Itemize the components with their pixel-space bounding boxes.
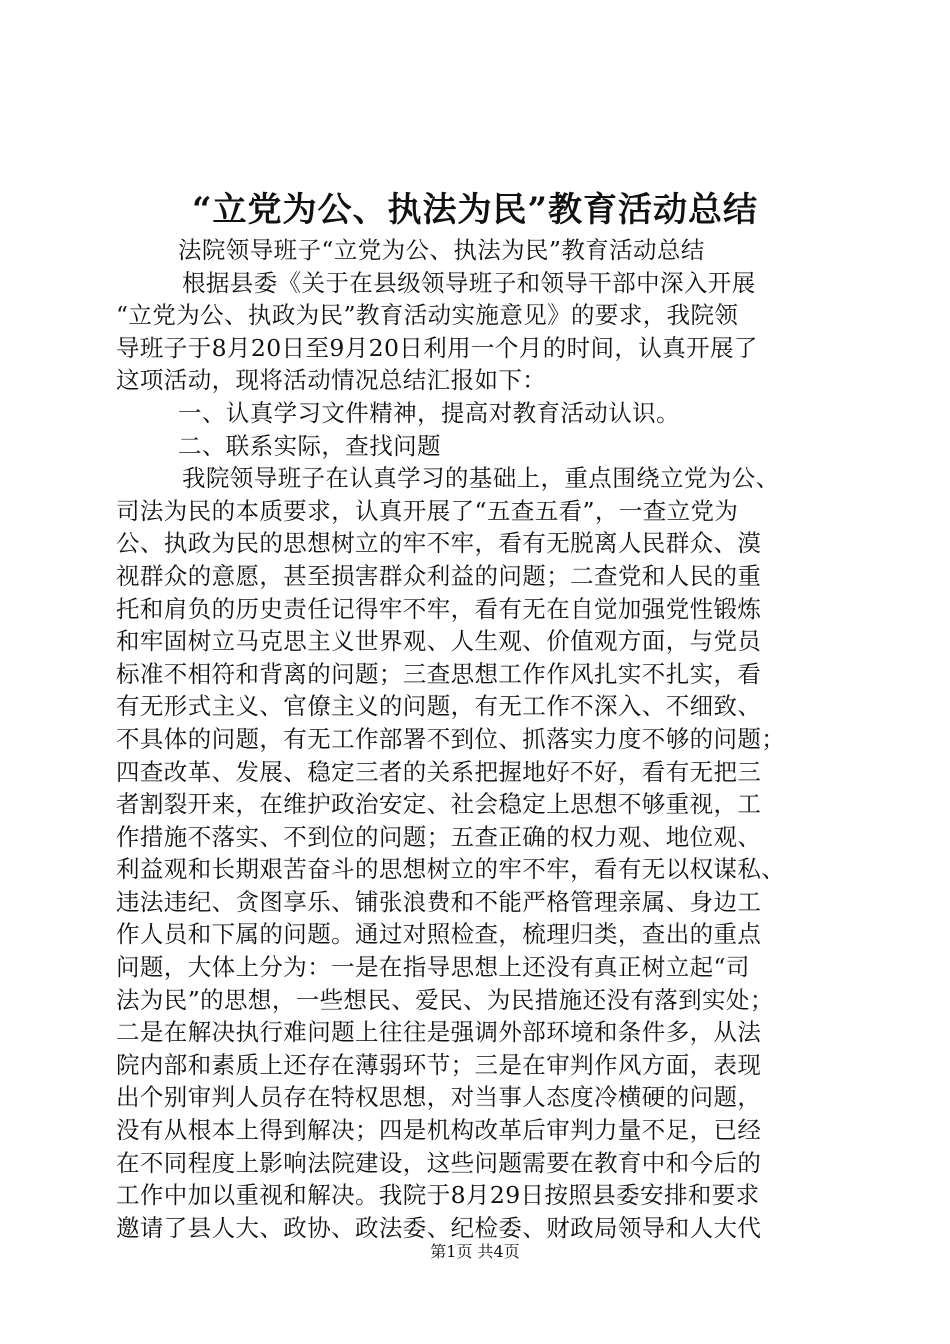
paragraph-line: 和牢固树立马克思主义世界观、人生观、价值观方面，与党员 — [116, 627, 762, 656]
page-number-footer: 第1页 共4页 — [430, 1242, 520, 1261]
paragraph-line: 导班子于8月20日至9月20日利用一个月的时间，认真开展了 — [116, 333, 758, 362]
paragraph-line: 这项活动，现将活动情况总结汇报如下： — [116, 366, 547, 395]
paragraph-line: 利益观和长期艰苦奋斗的思想树立的牢不牢，看有无以权谋私、 — [116, 855, 786, 884]
section-heading: 一、认真学习文件精神，提高对教育活动认识。 — [178, 398, 680, 427]
paragraph-line: 法为民”的思想，一些想民、爱民、为民措施还没有落到实处； — [116, 985, 774, 1014]
section-heading: 二、联系实际，查找问题 — [178, 431, 441, 460]
paragraph-line: 根据县委《关于在县级领导班子和领导干部中深入开展 — [182, 268, 756, 297]
paragraph-line: 有无形式主义、官僚主义的问题，有无工作不深入、不细致、 — [116, 692, 762, 721]
paragraph-line: 邀请了县人大、政协、政法委、纪检委、财政局领导和人大代 — [116, 1213, 762, 1242]
paragraph-line: 没有从根本上得到解决；四是机构改革后审判力量不足，已经 — [116, 1116, 762, 1145]
paragraph-line: 我院领导班子在认真学习的基础上，重点围绕立党为公、 — [182, 464, 780, 493]
paragraph-line: 工作中加以重视和解决。我院于8月29日按照县委安排和要求 — [116, 1181, 760, 1210]
paragraph-line: “立党为公、执政为民”教育活动实施意见》的要求，我院领 — [116, 301, 739, 330]
paragraph-line: 不具体的问题，有无工作部署不到位、抓落实力度不够的问题； — [116, 724, 786, 753]
paragraph-line: 作人员和下属的问题。通过对照检查，梳理归类，查出的重点 — [116, 920, 762, 949]
paragraph-line: 院内部和素质上还存在薄弱环节；三是在审判作风方面，表现 — [116, 1050, 762, 1079]
paragraph-line: 司法为民的本质要求，认真开展了“五查五看”，一查立党为 — [116, 496, 739, 525]
paragraph-line: 标准不相符和背离的问题；三查思想工作作风扎实不扎实，看 — [116, 659, 762, 688]
paragraph-line: 出个别审判人员存在特权思想，对当事人态度冷横硬的问题， — [116, 1083, 762, 1112]
paragraph-line: 者割裂开来，在维护政治安定、社会稳定上思想不够重视，工 — [116, 790, 762, 819]
paragraph-line: 作措施不落实、不到位的问题；五查正确的权力观、地位观、 — [116, 822, 762, 851]
paragraph-line: 在不同程度上影响法院建设，这些问题需要在教育中和今后的 — [116, 1148, 762, 1177]
document-title: “立党为公、执法为民”教育活动总结 — [191, 190, 759, 230]
paragraph-line: 视群众的意愿，甚至损害群众利益的问题；二查党和人民的重 — [116, 561, 762, 590]
subtitle-line: 法院领导班子“立党为公、执法为民”教育活动总结 — [178, 236, 705, 264]
paragraph-line: 公、执政为民的思想树立的牢不牢，看有无脱离人民群众、漠 — [116, 529, 762, 558]
paragraph-line: 违法违纪、贪图享乐、铺张浪费和不能严格管理亲属、身边工 — [116, 887, 762, 916]
paragraph-line: 托和肩负的历史责任记得牢不牢，看有无在自觉加强党性锻炼 — [116, 594, 762, 623]
paragraph-line: 问题，大体上分为：一是在指导思想上还没有真正树立起“司 — [116, 953, 750, 982]
paragraph-line: 二是在解决执行难问题上往往是强调外部环境和条件多，从法 — [116, 1018, 762, 1047]
document-body — [116, 234, 836, 1244]
paragraph-line: 四查改革、发展、稳定三者的关系把握地好不好，看有无把三 — [116, 757, 762, 786]
